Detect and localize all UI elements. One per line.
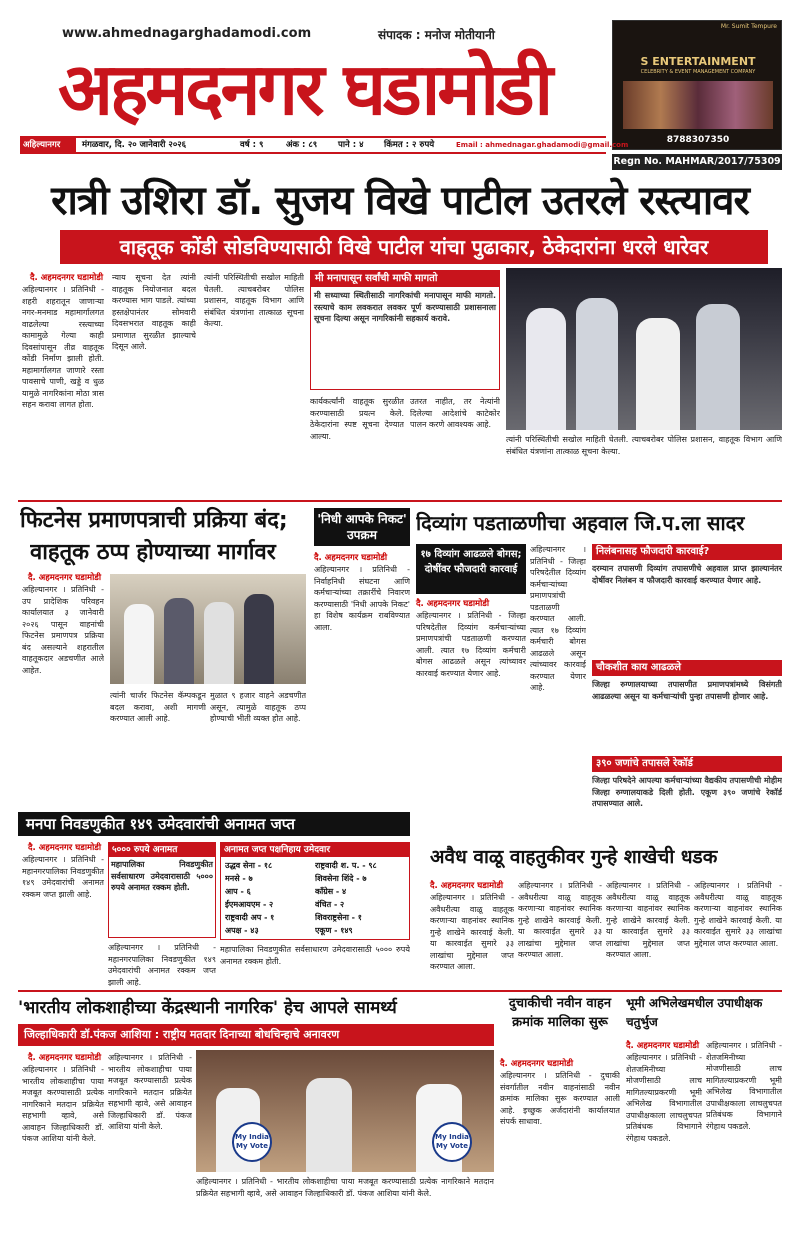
lead-column-4: कार्यकर्त्यांनी वाहतूक सुरळीत करण्यासाठी प्रयत्न केले. ठेकेदारांना स्पष्ट सूचना देण्यात आल्या. — [310, 397, 404, 441]
my-vote-poster — [232, 1122, 272, 1162]
election-body-2: अहिल्यानगर । प्रतिनिधी - महानगरपालिका निवडणुकीत १४९ उमेदवारांची अनामत रक्कम जप्त झाली आहे. — [108, 943, 216, 986]
party-row — [225, 911, 405, 924]
election-box2-title: अनामत जप्त पक्षनिहाय उमेदवार — [221, 843, 409, 857]
lead-photo — [506, 268, 782, 430]
advertisement[interactable] — [612, 20, 782, 150]
fitness-column-1: अहिल्यानगर । प्रतिनिधी - उप प्रादेशिक परिवहन कार्यालयात ३ जानेवारी २०२६ पासून वाहनांची फिटनेस प्रमाणपत्र प्रक्रिया बंद असल्याने शहरातील वाहतूकदार अडचणीत आले आहेत. — [22, 585, 104, 675]
lead-column-1: अहिल्यानगर । प्रतिनिधी - शहरी शहरातून जाणाऱ्या नगर-मनमाड महामार्गालगत वाढलेल्या रस्त्याच्या कामामुळे गेल्या काही दिवसांपासून तीव्र वाहतूक कोंडी निर्माण झाली होती. महामार्गालगत जाणारे रस्ता पावसाचे पाणी, खड्डे व धुळ यामुळे नागरिकांना मोठा त्रास सहन करावा लागत होता. — [22, 285, 104, 409]
divyang-box3-body: जिल्हा परिषदेने आपल्या कर्मचाऱ्यांच्या वैद्यकीय तपासणीची मोहीम जिल्हा रुग्णालयाकडे दिली होती. एकूण ३९० जणांचे रेकॉर्ड तपासण्यात आले. — [592, 776, 782, 808]
party-cell: राष्ट्रवादी श. प. - ९८ — [315, 861, 377, 870]
info-issue: अंक : ८९ — [286, 140, 318, 150]
land-column-2: अहिल्यानगर । प्रतिनिधी - शेतजमिनीच्या मोजणीसाठी लाच मागितल्याप्रकरणी भूमी अभिलेख विभागातील उपाधीक्षकाला लाचलुचपत प्रतिबंधक विभागाने रंगेहाथ पकडले. — [706, 1041, 782, 1131]
sand-column-2: अहिल्यानगर । प्रतिनिधी - अवैधरीत्या वाळू वाहतूक करणाऱ्या वाहनांवर स्थानिक गुन्हे शाखेने कारवाई केली. या कारवाईत सुमारे ३३ लाखांचा मुद्देमाल जप्त करण्यात आला. — [518, 881, 602, 959]
divyang-byline: दै. अहमदनगर घडामोडी — [416, 599, 490, 609]
party-cell: अपक्ष - ४३ — [225, 926, 259, 935]
my-vote-poster — [432, 1122, 472, 1162]
democracy-column-3: अहिल्यानगर । प्रतिनिधी - भारतीय लोकशाहीचा पाया मजबूत करण्यासाठी प्रत्येक नागरिकाने मतदान प्रक्रियेत सहभागी व्हावे, असे आवाहन जिल्हाधिकारी डॉ. पंकज आशिया यांनी केले. — [196, 1177, 494, 1198]
lead-subheadline: वाहतूक कोंडी सोडविण्यासाठी विखे पाटील यांचा पुढाकार, ठेकेदारांना धरले धारेवर — [60, 230, 768, 264]
party-cell: काँग्रेस - ४ — [315, 887, 347, 896]
divyang-box1-title: निलंबनासह फौजदारी कारवाई? — [592, 544, 782, 560]
lead-column-2: न्याय सूचना देत त्यांनी वाहतूक नियोजनात बदल करण्यास भाग पाडले. त्यांच्या हस्तक्षेपानंतर सोमवारी दिवसभरात वाहतूक काही प्रमाणात सुरळीत झाल्याचे दिसून आले. — [112, 273, 196, 351]
divyang-box-records — [592, 756, 782, 824]
election-byline: दै. अहमदनगर घडामोडी — [28, 843, 102, 853]
editor-name: संपादक : मनोज मोतीयानी — [378, 28, 495, 42]
election-headline: मनपा निवडणुकीत १४९ उमेदवारांची अनामत जप्त — [18, 812, 410, 836]
election-body: अहिल्यानगर । प्रतिनिधी - महानगरपालिका निवडणुकीत १४९ उमेदवारांची अनामत रक्कम जप्त झाली आहे. — [22, 855, 104, 899]
ad-photo — [623, 81, 773, 129]
divyang-box2-body: जिल्हा रुग्णालयाच्या तपासणीत प्रमाणपत्रांमध्ये विसंगती आढळल्या असून या कर्मचाऱ्यांची पुन्हा तपासणी होणार आहे. — [592, 680, 782, 701]
democracy-subheadline: जिल्हाधिकारी डॉ.पंकज आशिया : राष्ट्रीय मतदार दिनाच्या बोधचिन्हाचे अनावरण — [18, 1024, 494, 1046]
party-cell: वंचित - २ — [315, 900, 345, 909]
divyang-box-inquiry — [592, 660, 782, 752]
fitness-byline: दै. अहमदनगर घडामोडी — [28, 573, 102, 583]
lead-column-3: त्यांनी परिस्थितीची सखोल माहिती घेतली. त्याचबरोबर पोलिस प्रशासन, वाहतूक विभाग आणि संबंधित यंत्रणांना तात्काळ सूचना केल्या. — [204, 273, 304, 328]
party-cell: ईएमआयएम - २ — [225, 900, 274, 909]
party-row — [225, 898, 405, 911]
info-city: अहिल्यानगर — [20, 138, 76, 152]
info-year: वर्ष : ९ — [240, 140, 264, 150]
divyang-subbox: १७ दिव्यांग आढळले बोगस; दोषींवर फौजदारी कारवाई — [416, 544, 526, 594]
party-cell: राष्ट्रवादी अप - १ — [225, 913, 275, 922]
bike-body: अहिल्यानगर । प्रतिनिधी - दुचाकी संवर्गातील नवीन वाहनांसाठी नवीन क्रमांक मालिका सुरू करण्यात आली आहे. इच्छुक अर्जदारांनी कार्यालयात संपर्क साधावा. — [500, 1071, 620, 1126]
divider — [18, 500, 782, 502]
lead-column-6: त्यांनी परिस्थितीची सखोल माहिती घेतली. त्याचबरोबर पोलिस प्रशासन, वाहतूक विभाग आणि संबंधित यंत्रणांना तात्काळ सूचना केल्या. — [506, 435, 782, 456]
bike-headline: दुचाकीची नवीन वाहन क्रमांक मालिका सुरू — [508, 996, 612, 1030]
fitness-photo — [110, 574, 306, 684]
nidhi-title: 'निधी आपके निकट' उपक्रम — [314, 508, 410, 546]
party-row — [225, 885, 405, 898]
divyang-box1-body: दरम्यान तपासणी दिव्यांग तपासणीचे अहवाल प्राप्त झाल्यानंतर दोषींवर निलंबन व फौजदारी कारवाई करण्यात येणार आहे. — [592, 564, 782, 585]
sand-column-3: अहिल्यानगर । प्रतिनिधी - अवैधरीत्या वाळू वाहतूक करणाऱ्या वाहनांवर स्थानिक गुन्हे शाखेने कारवाई केली. या कारवाईत सुमारे ३३ लाखांचा मुद्देमाल जप्त करण्यात आला. — [606, 881, 690, 959]
divyang-box-suspension — [592, 544, 782, 656]
info-price: किंमत : २ रुपये — [384, 140, 435, 150]
land-column-1: अहिल्यानगर । प्रतिनिधी - शेतजमिनीच्या मोजणीसाठी लाच मागितल्याप्रकरणी भूमी अभिलेख विभागातील उपाधीक्षकाला लाचलुचपत प्रतिबंधक विभागाने रंगेहाथ पकडले. — [626, 1053, 702, 1143]
divyang-box2-title: चौकशीत काय आढळले — [592, 660, 782, 676]
party-cell: शिवसेना शिंदे - ७ — [315, 874, 367, 883]
apology-title: मी मनापासून सर्वांची माफी मागतो — [311, 271, 499, 287]
poster-top-text: My India — [435, 1133, 469, 1141]
bike-byline: दै. अहमदनगर घडामोडी — [500, 1059, 574, 1069]
democracy-column-2: अहिल्यानगर । प्रतिनिधी - भारतीय लोकशाहीचा पाया मजबूत करण्यासाठी प्रत्येक नागरिकाने मतदान प्रक्रियेत सहभागी व्हावे, असे आवाहन जिल्हाधिकारी डॉ. पंकज आशिया यांनी केले. — [108, 1053, 192, 1131]
party-row — [225, 924, 405, 937]
poster-main-text: My Vote — [236, 1142, 268, 1150]
poster-main-text: My Vote — [436, 1142, 468, 1150]
sand-headline: अवैध वाळू वाहतुकीवर गुन्हे शाखेची धडक — [430, 846, 718, 868]
registration-number: Regn No. MAHMAR/2017/75309 — [612, 154, 782, 170]
democracy-photo — [196, 1050, 494, 1172]
website-url[interactable]: www.ahmednagarghadamodi.com — [62, 26, 312, 41]
fitness-headline-1: फिटनेस प्रमाणपत्राची प्रक्रिया बंद; — [20, 508, 288, 533]
ad-tagline: CELEBRITY & EVENT MANAGEMENT COMPANY — [640, 69, 756, 75]
democracy-headline: 'भारतीय लोकशाहीच्या केंद्रस्थानी नागरिक' हेच आपले सामर्थ्य — [18, 998, 397, 1018]
party-cell: मनसे - ७ — [225, 874, 253, 883]
sand-column-1: अहिल्यानगर । प्रतिनिधी - अवैधरीत्या वाळू वाहतूक करणाऱ्या वाहनांवर स्थानिक गुन्हे शाखेने कारवाई केली. या कारवाईत सुमारे ३३ लाखांचा मुद्देमाल जप्त करण्यात आला. — [430, 893, 514, 971]
election-body-3: महापालिका निवडणुकीत सर्वसाधारण उमेदवारासाठी ५००० रुपये अनामत रक्कम होती. — [220, 945, 410, 966]
divider — [18, 990, 782, 992]
nidhi-byline: दै. अहमदनगर घडामोडी — [314, 553, 388, 563]
lead-column-5: उतरत नाहीत, तर नेत्यांनी दिलेल्या आदेशांचे काटेकोर पालन करणे आवश्यक आहे. — [410, 397, 500, 429]
ad-owner: Mr. Sumit Tempure — [720, 23, 777, 30]
party-cell: उद्धव सेना - १८ — [225, 861, 273, 870]
fitness-column-2: त्यांनी चार्जर फिटनेस कॅम्पकडून बदल करावा, अशी मागणी करण्यात आली आहे. — [110, 691, 206, 723]
lead-byline: दै. अहमदनगर घडामोडी — [30, 273, 104, 283]
party-row — [225, 859, 405, 872]
party-cell: एकूण - १४९ — [315, 926, 353, 935]
party-row — [225, 872, 405, 885]
ad-brand: S ENTERTAINMENT — [640, 55, 756, 68]
party-cell: शिवराष्ट्रसेना - १ — [315, 913, 362, 922]
election-party-table — [220, 842, 410, 940]
divyang-headline: दिव्यांग पडताळणीचा अहवाल जि.प.ला सादर — [416, 511, 745, 535]
divyang-box3-title: ३९० जणांचे तपासले रेकॉर्ड — [592, 756, 782, 772]
election-box-deposit — [108, 842, 216, 938]
fitness-headline-2: वाहतूक ठप्प होण्याच्या मार्गावर — [30, 540, 276, 565]
newspaper-title: अहमदनगर घडामोडी — [58, 46, 551, 131]
democracy-byline: दै. अहमदनगर घडामोडी — [28, 1053, 102, 1063]
poster-top-text: My India — [235, 1133, 269, 1141]
election-box1-title: ५००० रुपये अनामत — [109, 843, 215, 857]
election-box1-body: महापालिका निवडणुकीत सर्वसाधारण उमेदवारासाठी ५००० रुपये अनामत रक्कम होती. — [111, 860, 213, 892]
apology-body: मी सध्याच्या स्थितीसाठी नागरिकांची मनापासून माफी मागतो. रस्त्याचे काम लवकरात लवकर पूर्ण करण्यासाठी प्रशासनाला सूचना दिल्या असून नागरिकांनी सहकार्य करावे. — [314, 291, 496, 323]
info-date: मंगळवार, दि. २० जानेवारी २०२६ — [82, 140, 187, 150]
info-pages: पाने : ४ — [338, 140, 364, 150]
democracy-column-1: अहिल्यानगर । प्रतिनिधी - भारतीय लोकशाहीचा पाया मजबूत करण्यासाठी प्रत्येक नागरिकाने मतदान प्रक्रियेत सहभागी व्हावे, असे आवाहन जिल्हाधिकारी डॉ. पंकज आशिया यांनी केले. — [22, 1065, 104, 1143]
land-byline: दै. अहमदनगर घडामोडी — [626, 1041, 700, 1051]
sand-column-4: अहिल्यानगर । प्रतिनिधी - अवैधरीत्या वाळू वाहतूक करणाऱ्या वाहनांवर स्थानिक गुन्हे शाखेने कारवाई केली. या कारवाईत सुमारे ३३ लाखांचा मुद्देमाल जप्त करण्यात आला. — [694, 881, 782, 948]
lead-headline: रात्री उशिरा डॉ. सुजय विखे पाटील उतरले रस्त्यावर — [51, 178, 749, 224]
party-cell: आप - ६ — [225, 887, 251, 896]
ad-phone: 8788307350 — [666, 135, 730, 145]
land-headline: भूमी अभिलेखमधील उपाधीक्षक चतुर्भुज — [626, 996, 763, 1029]
info-bar — [20, 136, 629, 154]
divyang-column-2: अहिल्यानगर । प्रतिनिधी - जिल्हा परिषदेतील दिव्यांग कर्मचाऱ्यांच्या प्रमाणपत्रांची पडताळणी करण्यात आली. त्यात १७ दिव्यांग कर्मचारी बोगस आढळले असून त्यांच्यावर कारवाई करण्यात येणार आहे. — [530, 545, 586, 692]
fitness-column-3: मुळात ९ हजार वाहने अडचणीत असून, त्यामुळे वाहतूक ठप्प होण्याची भीती व्यक्त होत आहे. — [210, 691, 306, 723]
nidhi-body: अहिल्यानगर । प्रतिनिधी - निर्वाहनिधी संघटना आणि कर्मचाऱ्यांच्या तक्रारींचे निवारण करण्यासाठी 'निधी आपके निकट' हा विशेष कार्यक्रम राबविण्यात आला. — [314, 565, 410, 632]
divyang-column-1: अहिल्यानगर । प्रतिनिधी - जिल्हा परिषदेतील दिव्यांग कर्मचाऱ्यांच्या प्रमाणपत्रांची पडताळणी करण्यात आली. त्यात १७ दिव्यांग कर्मचारी बोगस आढळले असून त्यांच्यावर कारवाई करण्यात येणार आहे. — [416, 611, 526, 678]
sand-byline: दै. अहमदनगर घडामोडी — [430, 881, 504, 891]
apology-box — [310, 270, 500, 390]
info-email[interactable]: Email : ahmednagar.ghadamodi@gmail.com — [456, 141, 629, 149]
